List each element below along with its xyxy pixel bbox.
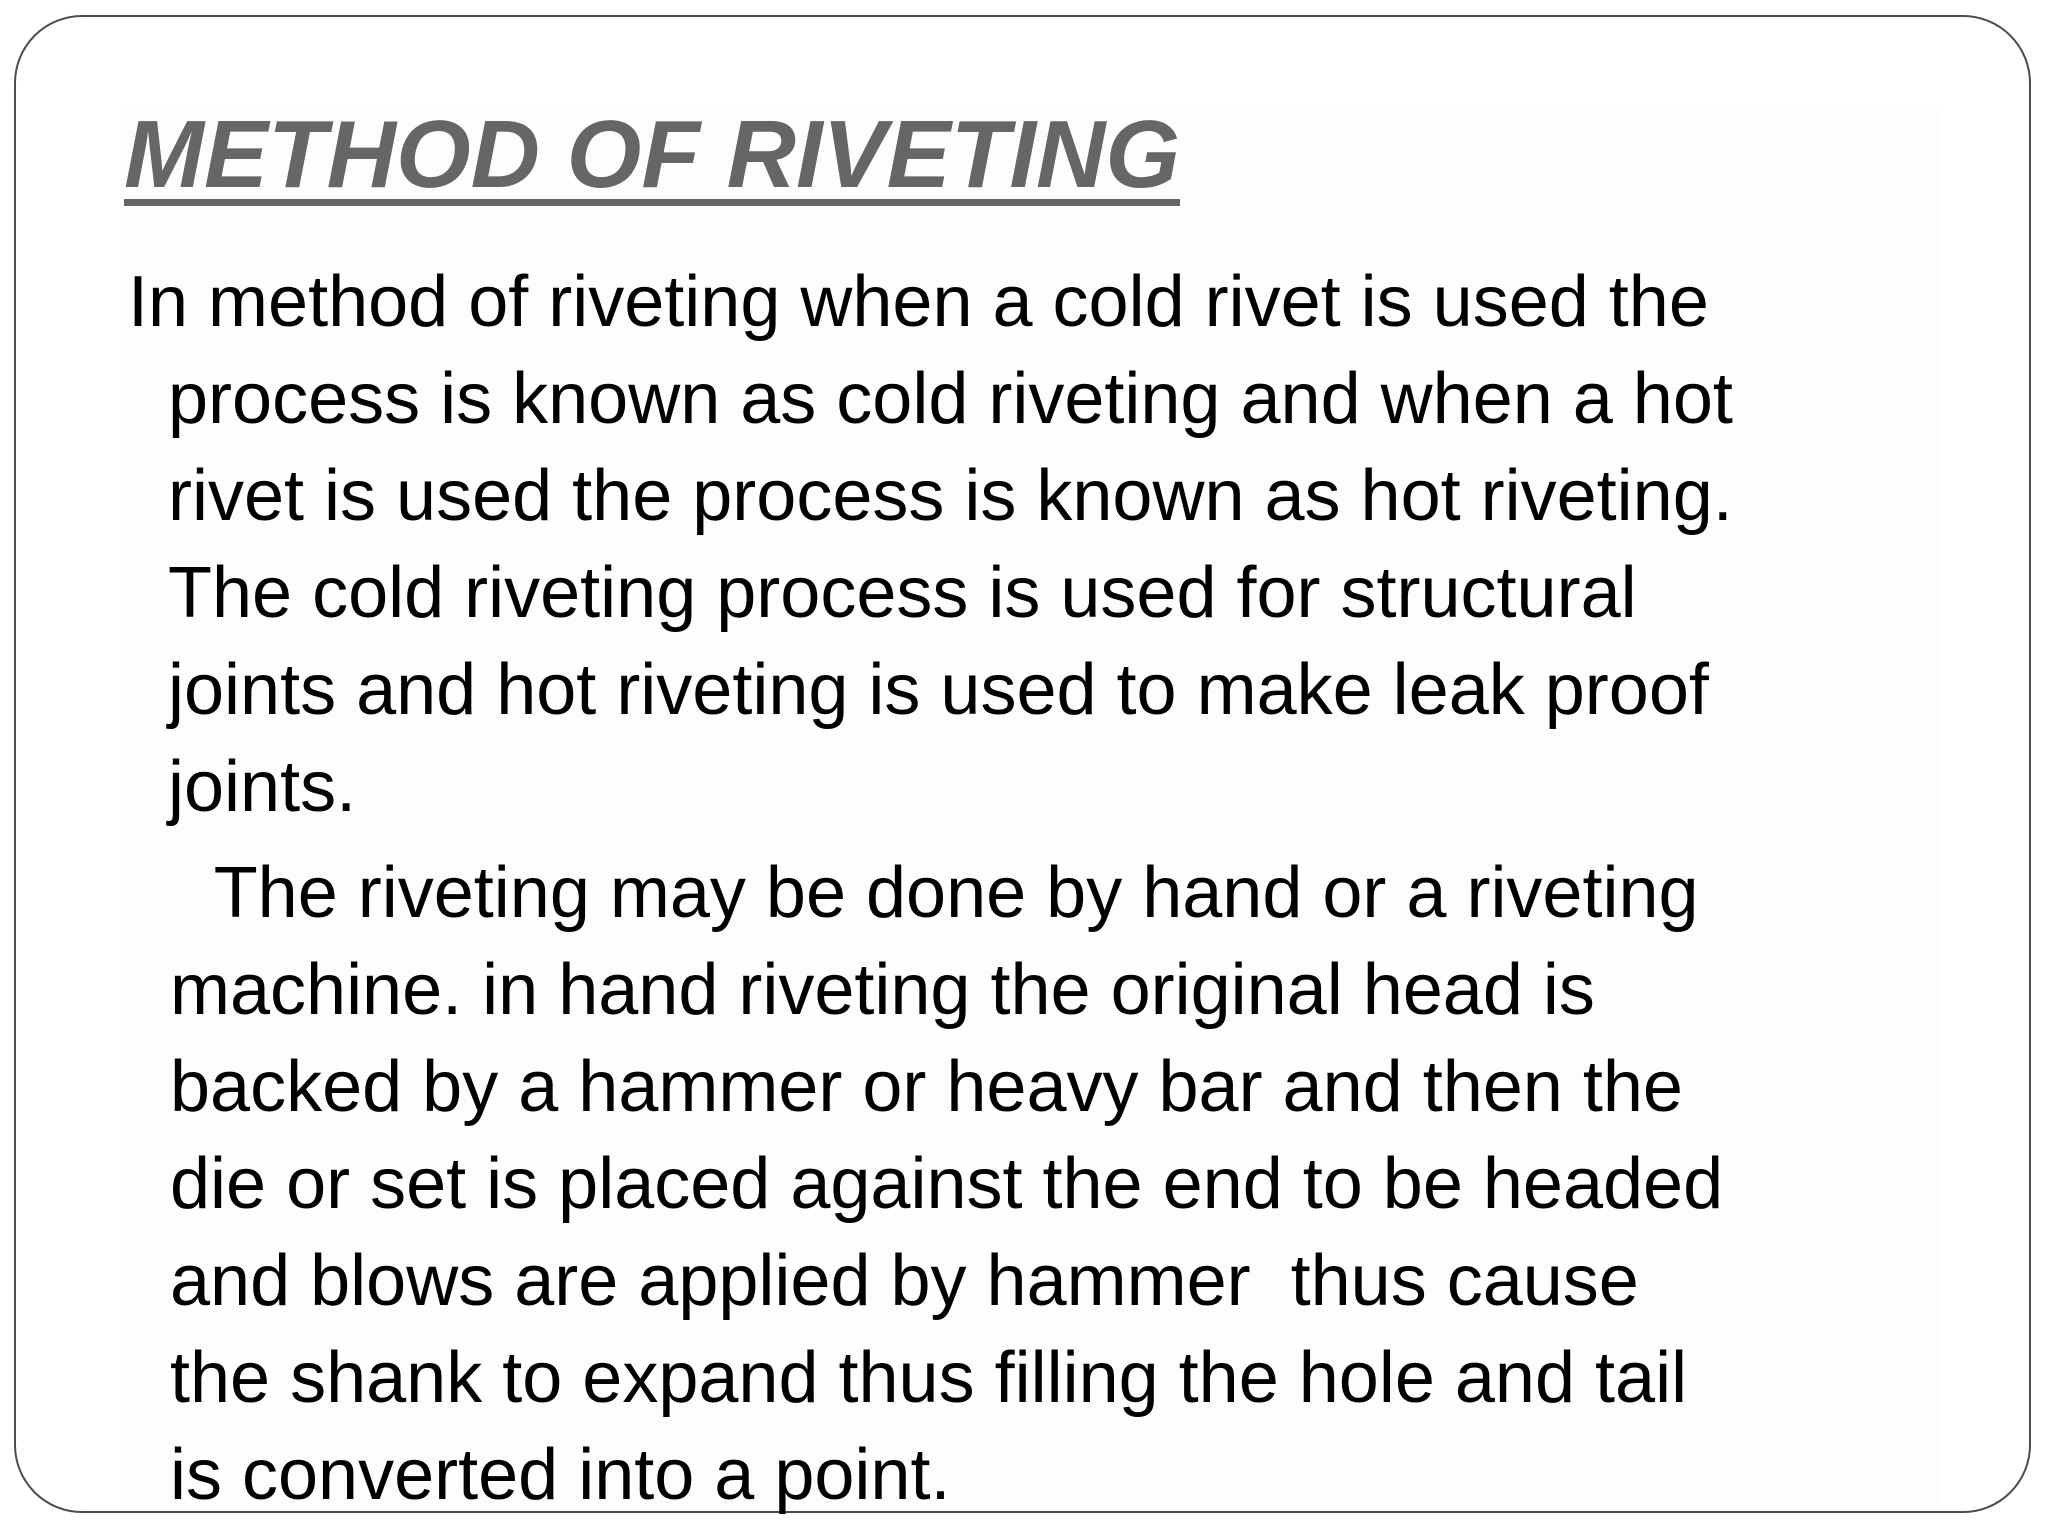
body-line: and blows are applied by hammer thus cause [170,1241,1639,1321]
body-paragraph-1 [128,254,1733,836]
body-line: machine. in hand riveting the original head is [170,950,1595,1030]
body-line: The cold riveting process is used for structural [168,553,1637,633]
body-line: die or set is placed against the end to be headed [170,1144,1724,1224]
body-line: is converted into a point. [170,1435,951,1515]
body-line: rivet is used the process is known as hot riveting. [168,456,1733,536]
slide-title: METHOD OF RIVETING [124,101,1180,208]
body-line: backed by a hammer or heavy bar and then the [170,1047,1683,1127]
body-line: The riveting may be done by hand or a riveting [195,853,1699,933]
body-line: In method of riveting when a cold rivet is used the [128,262,1709,342]
body-line: joints and hot riveting is used to make leak proof [168,650,1709,730]
body-line: process is known as cold riveting and when a hot [168,359,1733,439]
body-paragraph-2 [170,845,1723,1524]
body-line: joints. [168,747,357,827]
body-line: the shank to expand thus filling the hole and tail [170,1338,1688,1418]
